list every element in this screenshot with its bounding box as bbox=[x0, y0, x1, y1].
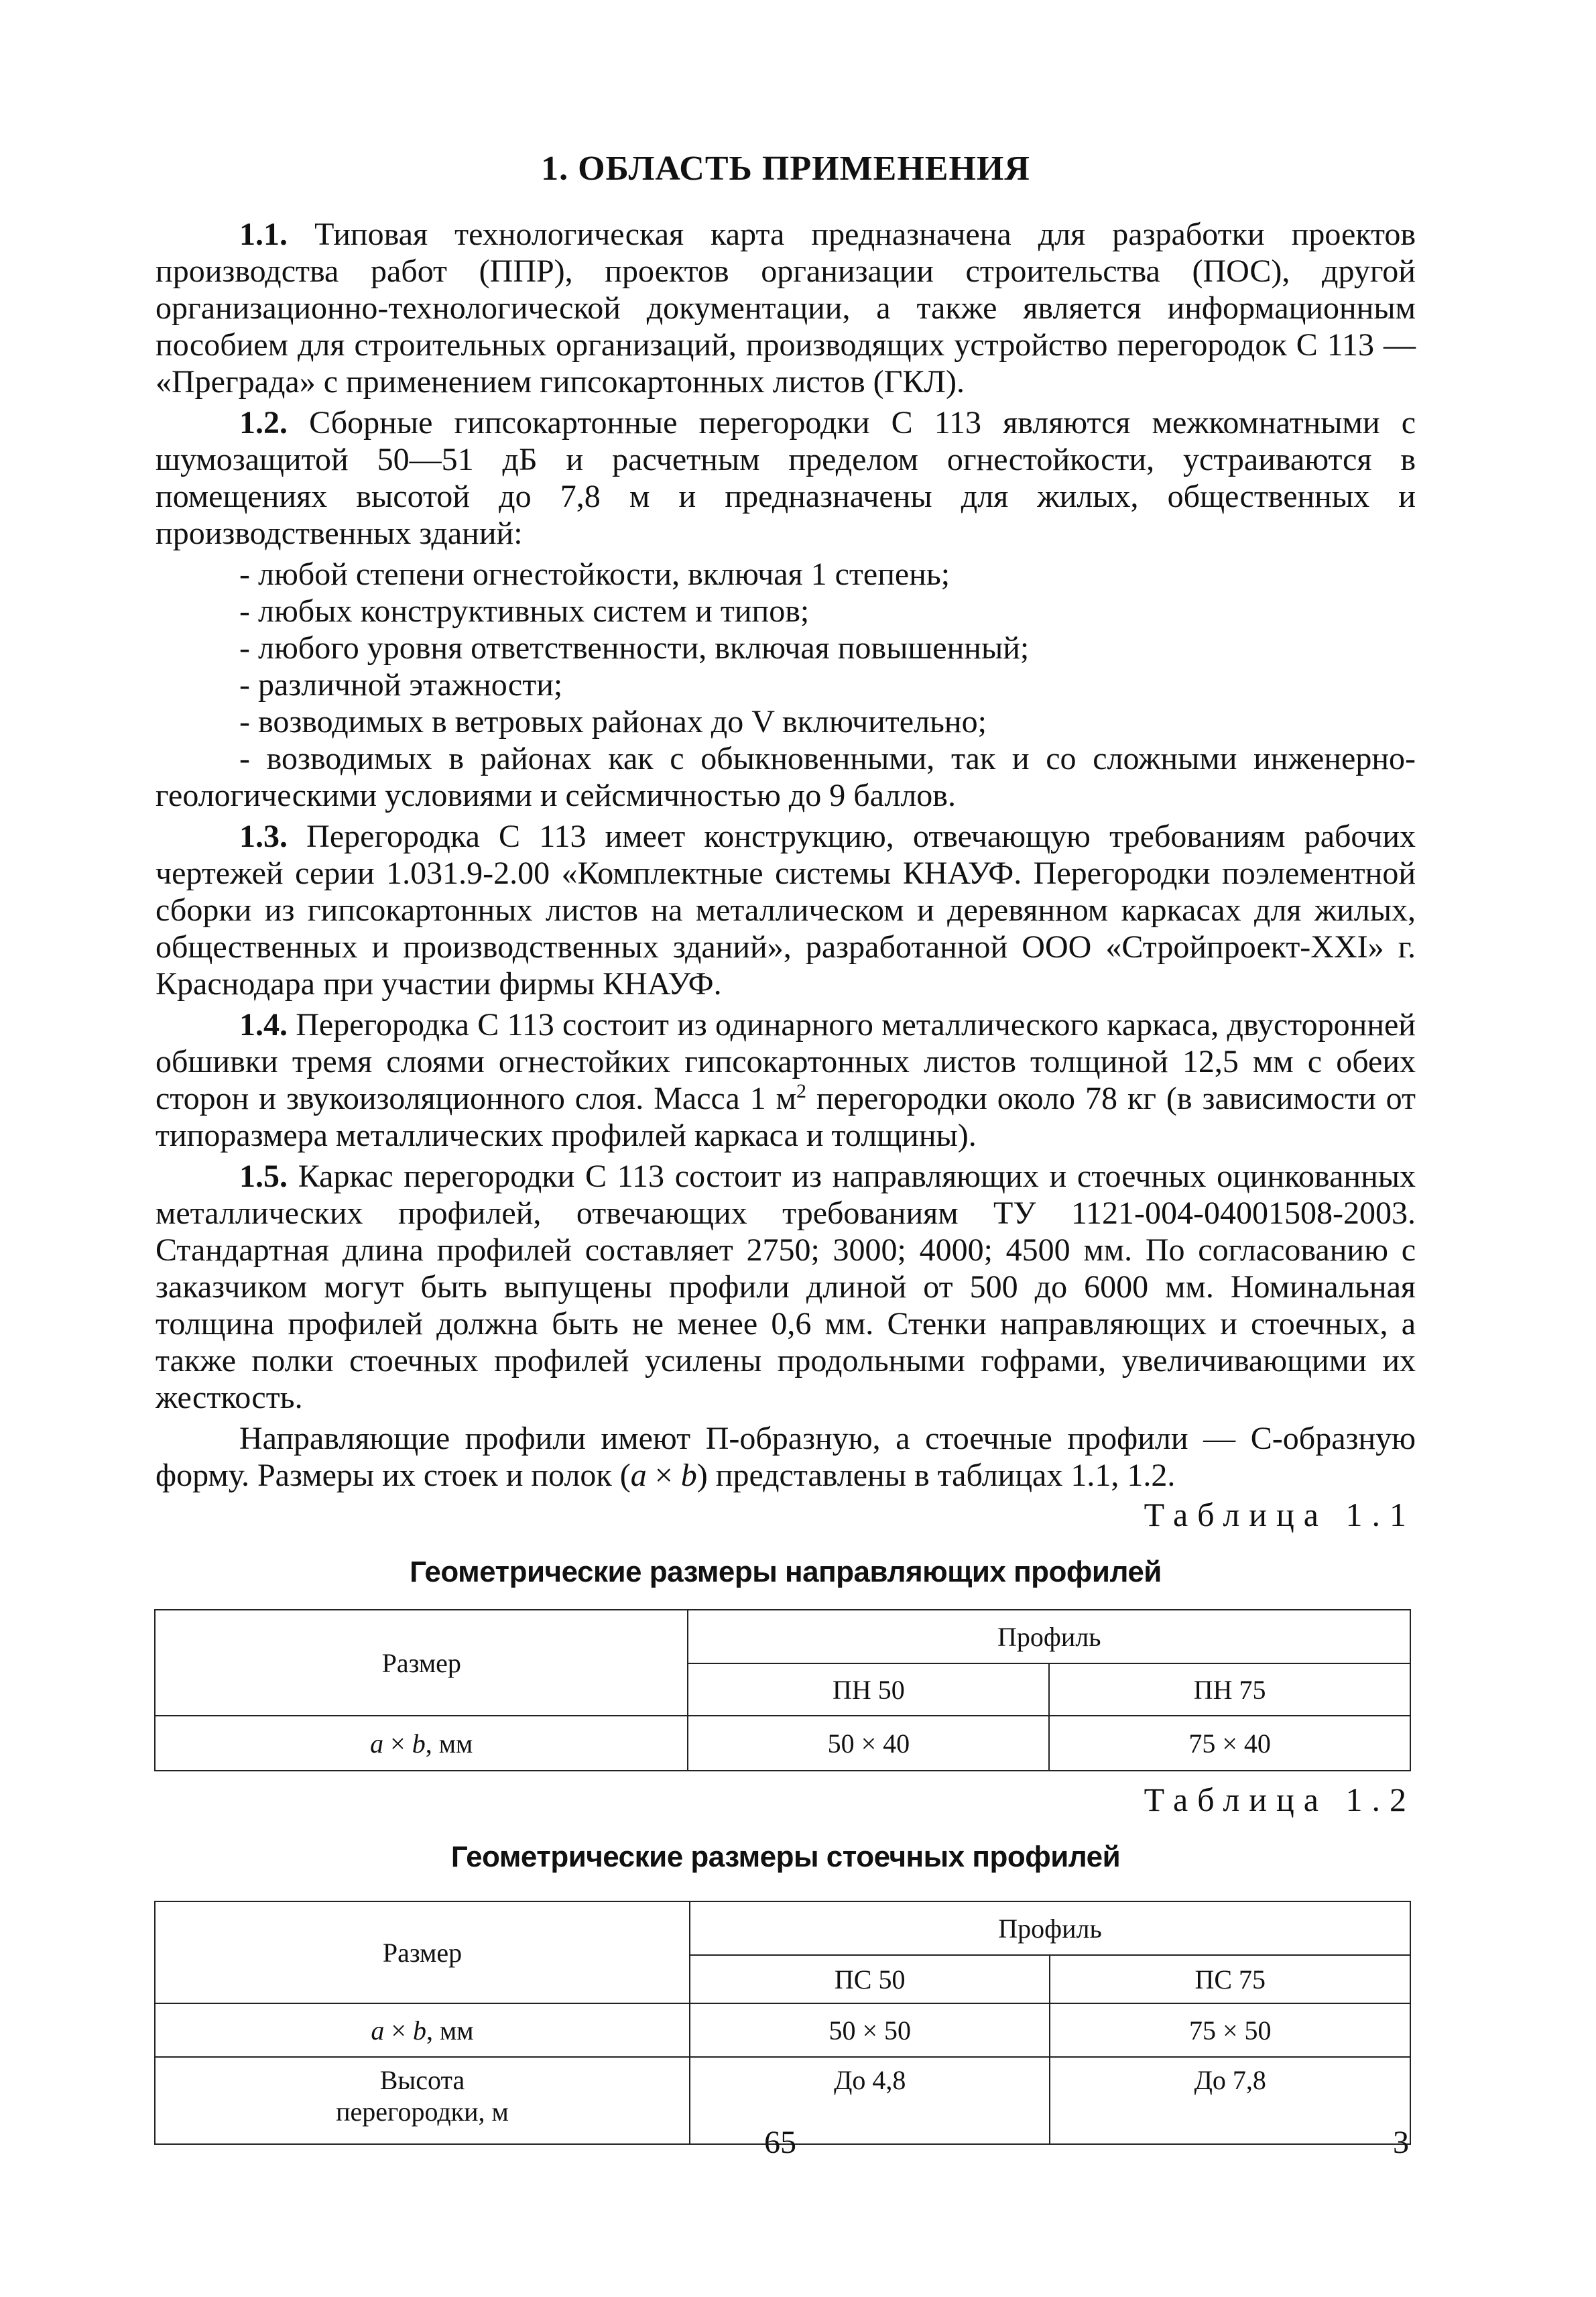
table-1-1 bbox=[154, 1609, 1411, 1771]
list-item: - возводимых в ветровых районах до V включительно; bbox=[239, 704, 987, 740]
section-title: 1. ОБЛАСТЬ ПРИМЕНЕНИЯ bbox=[541, 150, 1030, 188]
paragraph-text: Перегородка С 113 состоит из одинарного металлического каркаса, двусторонней обшивки тремя слоями огнестойких гипсокартонных листов толщиной 12,5 мм с обеих сторон и звукоизоляционного слоя. Масса 1 м bbox=[156, 1007, 1416, 1116]
row-label bbox=[155, 1716, 688, 1771]
table-1-2 bbox=[154, 1901, 1411, 2145]
building-types-list bbox=[156, 556, 1416, 814]
unit: , мм bbox=[426, 2015, 474, 2046]
table-1-1-label: Таблица 1.1 bbox=[1144, 1496, 1416, 1533]
cell-value: 75 × 50 bbox=[1050, 2003, 1410, 2057]
row-label bbox=[155, 2057, 690, 2144]
cell-value: До 7,8 bbox=[1050, 2057, 1410, 2144]
times-sign: × bbox=[646, 1458, 681, 1493]
header-profile-1: ПН 50 bbox=[688, 1663, 1049, 1716]
header-profile-1: ПС 50 bbox=[690, 1955, 1050, 2003]
header-profile-2: ПН 75 bbox=[1049, 1663, 1410, 1716]
table-1-2-label: Таблица 1.2 bbox=[1144, 1781, 1416, 1818]
paragraph-1-5 bbox=[156, 1158, 1416, 1416]
page-number-right: 3 bbox=[1393, 2125, 1409, 2160]
variable-a: a bbox=[630, 1458, 647, 1493]
paragraph-number: 1.1. bbox=[239, 217, 288, 252]
paragraph-number: 1.5. bbox=[239, 1159, 288, 1194]
paragraph-text: Перегородка С 113 имеет конструкцию, отвечающую требованиям рабочих чертежей серии 1.031.9-2.00 «Комплектные системы КНАУФ. Перегородки поэлементной сборки из гипсокартонных листов на металлическом и деревянном каркасах для жилых, общественных и производственных зданий», разработанной ООО «Стройпроект-XXI» г. Краснодара при участии фирмы КНАУФ. bbox=[156, 819, 1416, 1002]
cell-value: 50 × 50 bbox=[690, 2003, 1050, 2057]
header-profile: Профиль bbox=[690, 1901, 1410, 1955]
variable-a: a bbox=[371, 2015, 385, 2046]
paragraph-text: Направляющие профили имеют П-образную, а стоечные профили — С-образную форму. Размеры их стоек и полок ( bbox=[156, 1421, 1416, 1493]
row-label bbox=[155, 2003, 690, 2057]
paragraph-number: 1.4. bbox=[239, 1007, 288, 1043]
header-profile-2: ПС 75 bbox=[1050, 1955, 1410, 2003]
row-label-line: перегородки, м bbox=[336, 2097, 509, 2127]
paragraph-1-1 bbox=[156, 216, 1416, 400]
row-label-line: Высота bbox=[379, 2065, 465, 2095]
header-profile: Профиль bbox=[688, 1610, 1410, 1663]
times-sign: × bbox=[383, 1728, 412, 1759]
table-row bbox=[155, 2003, 1410, 2057]
paragraph-1-3 bbox=[156, 818, 1416, 1002]
table-1-1-title: Геометрические размеры направляющих профилей bbox=[410, 1555, 1162, 1588]
paragraph-1-2 bbox=[156, 404, 1416, 552]
cell-value: 75 × 40 bbox=[1049, 1716, 1410, 1771]
cell-value: 50 × 40 bbox=[688, 1716, 1049, 1771]
paragraph-text: ) представлены в таблицах 1.1, 1.2. bbox=[696, 1458, 1176, 1493]
list-item: - различной этажности; bbox=[239, 667, 563, 703]
paragraph-number: 1.2. bbox=[239, 405, 288, 440]
list-item: - любых конструктивных систем и типов; bbox=[239, 593, 810, 629]
cell-value: До 4,8 bbox=[690, 2057, 1050, 2144]
paragraph-text: Типовая технологическая карта предназначена для разработки проектов производства работ (ППР), проектов организации строительства (ПОС), другой организационно-технологической документации, а также является информационным пособием для строительных организаций, производящих устройство перегородок С 113 — «Преграда» с применением гипсокартонных листов (ГКЛ). bbox=[156, 217, 1416, 400]
list-item: - возводимых в районах как с обыкновенными, так и со сложными инженерно-геологическими условиями и сейсмичностью до 9 баллов. bbox=[156, 741, 1416, 813]
paragraph-1-4 bbox=[156, 1006, 1416, 1154]
list-item: - любого уровня ответственности, включая повышенный; bbox=[239, 630, 1030, 666]
variable-b: b bbox=[680, 1458, 697, 1493]
page-number-center: 65 bbox=[764, 2125, 796, 2160]
unit: , мм bbox=[425, 1728, 473, 1759]
header-size: Размер bbox=[155, 1901, 690, 2003]
table-row bbox=[155, 1716, 1410, 1771]
table-1-2-title: Геометрические размеры стоечных профилей bbox=[450, 1840, 1121, 1873]
paragraph-text: Сборные гипсокартонные перегородки С 113 являются межкомнатными с шумозащитой 50—51 дБ и расчетным пределом огнестойкости, устраиваются в помещениях высотой до 7,8 м и предназначены для жилых, общественных и производственных зданий: bbox=[156, 405, 1416, 551]
variable-a: a bbox=[370, 1728, 384, 1759]
variable-b: b bbox=[412, 1728, 426, 1759]
variable-b: b bbox=[412, 2015, 426, 2046]
paragraph-text: перегородки около 78 кг (в зависимости от типоразмера металлических профилей каркаса и толщины). bbox=[156, 1081, 1416, 1153]
body-text bbox=[156, 216, 1416, 1498]
superscript: 2 bbox=[796, 1080, 807, 1102]
list-item: - любой степени огнестойкости, включая 1 степень; bbox=[239, 556, 950, 592]
paragraph-profiles bbox=[156, 1420, 1416, 1494]
header-size: Размер bbox=[155, 1610, 688, 1716]
paragraph-text: Каркас перегородки С 113 состоит из направляющих и стоечных оцинкованных металлических профилей, отвечающих требованиям ТУ 1121-004-04001508-2003. Стандартная длина профилей составляет 2750; 3000; 4000; 4500 мм. По согласованию с заказчиком могут быть выпущены профили длиной от 500 до 6000 мм. Номинальная толщина профилей должна быть не менее 0,6 мм. Стенки направляющих и стоечных, а также полки стоечных профилей усилены продольными гофрами, увеличивающими их жесткость. bbox=[156, 1159, 1416, 1415]
times-sign: × bbox=[384, 2015, 413, 2046]
paragraph-number: 1.3. bbox=[239, 819, 288, 854]
